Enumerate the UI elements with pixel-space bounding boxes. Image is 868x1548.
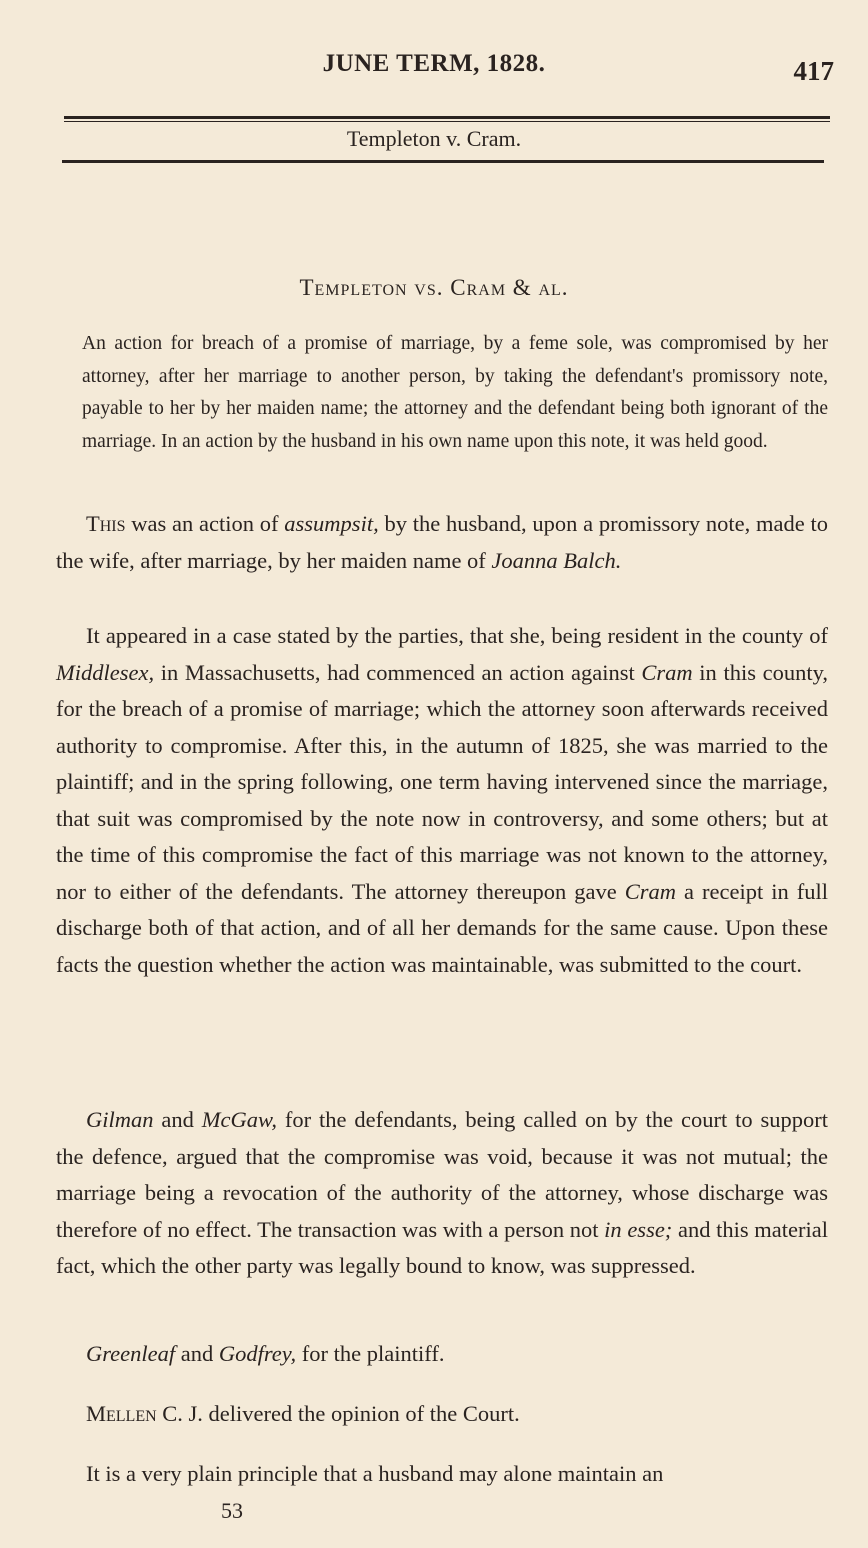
case-title: Templeton vs. Cram & al. (299, 275, 569, 300)
header-rule-top (64, 116, 830, 119)
term-heading: JUNE TERM, 1828. (322, 50, 546, 77)
case-short-title: Templeton v. Cram. (346, 126, 522, 151)
signature-mark: 53 (221, 1498, 243, 1523)
running-head (0, 44, 868, 88)
header-rule-bottom (62, 160, 824, 163)
header-rule-top-thin (64, 121, 830, 122)
paragraph-plaintiff-counsel: Greenleaf and Godfrey, for the plaintiff. (86, 1341, 445, 1366)
paragraph-opinion: It is a very plain principle that a husband may alone maintain an (86, 1461, 664, 1486)
paragraph-defendants-argument: Gilman and McGaw, for the defendants, being called on by the court to support the defence, argued that the compromise was void, because it was not mutual; the marriage being a revocation of the authority of the attorney, whose discharge was therefore of no effect. The transaction was with a person not in esse; and this material fact, which the other party was legally bound to know, was suppressed. (56, 1107, 829, 1278)
paragraph-case-stated: It appeared in a case stated by the parties, that she, being resident in the county of Middlesex, in Massachusetts, had commenced an action against Cram in this county, for the breach of a promise of marriage; which the attorney soon afterwards received authority to compromise. After this, in the autumn of 1825, she was married to the plaintiff; and in the spring following, one term having intervened since the marriage, that suit was compromised by the note now in controversy, and some others; but at the time of this compromise the fact of this marriage was not known to the attorney, nor to either of the defendants. The attorney thereupon gave Cram a receipt in full discharge both of that action, and of all her demands for the same cause. Upon these facts the question whether the action was maintainable, was submitted to the court. (56, 623, 828, 977)
page-number: 417 (793, 56, 834, 86)
headnote: An action for breach of a promise of marriage, by a feme sole, was compromised by her attorney, after her marriage to another person, by taking the defendant's promissory note, payable to her by her maiden name; the attorney and the defendant being both ignorant of the marriage. In an action by the husband in his own name upon this note, it was held good. (82, 333, 828, 452)
paragraph-opinion-intro: Mellen C. J. delivered the opinion of the Court. (86, 1401, 520, 1426)
judge-name: Mellen (86, 1401, 157, 1426)
lead-word: This (86, 511, 126, 536)
paragraph-facts: This was an action of assumpsit, by the husband, upon a promissory note, made to the wife, after marriage, by her maiden name of Joanna Balch. (56, 511, 828, 573)
